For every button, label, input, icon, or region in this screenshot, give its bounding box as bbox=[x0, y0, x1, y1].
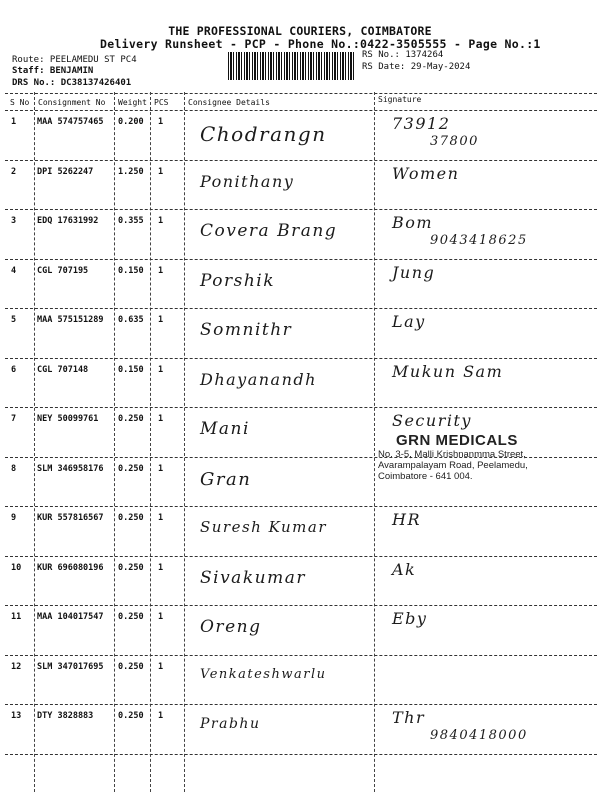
row-sno: 8 bbox=[11, 463, 17, 474]
row-consignment-no: DPI 5262247 bbox=[37, 166, 94, 177]
col-header-details: Consignee Details bbox=[188, 98, 270, 107]
row-weight: 0.150 bbox=[118, 265, 144, 276]
row-sno: 12 bbox=[11, 661, 22, 672]
row-weight: 0.250 bbox=[118, 661, 144, 672]
page-title: THE PROFESSIONAL COURIERS, COIMBATORE bbox=[168, 24, 432, 38]
staff-label: Staff: BENJAMIN bbox=[12, 66, 94, 76]
row-divider bbox=[5, 754, 597, 755]
row-consignment-no: CGL 707195 bbox=[37, 265, 89, 276]
row-consignment-no: MAA 104017547 bbox=[37, 612, 104, 622]
row-consignee-handwriting: Covera Brang bbox=[200, 221, 338, 241]
barcode-image bbox=[228, 52, 354, 80]
col-header-pcs: PCS bbox=[154, 98, 169, 107]
row-consignee-handwriting: Venkateshwarlu bbox=[200, 666, 327, 682]
drs-number: DRS No.: DC38137426401 bbox=[12, 78, 132, 88]
row-consignee-handwriting: Somnithr bbox=[200, 320, 293, 340]
row-consignment-no: MAA 574757465 bbox=[37, 117, 104, 127]
route-label: Route: PEELAMEDU ST PC4 bbox=[12, 55, 137, 65]
stamp-address-line: Coimbatore - 641 004. bbox=[378, 471, 473, 482]
row-consignment-no: SLM 347017695 bbox=[37, 661, 104, 672]
row-pcs: 1 bbox=[158, 117, 164, 127]
row-sno: 2 bbox=[11, 166, 17, 177]
col-header-weight: Weight bbox=[118, 98, 147, 107]
row-weight: 1.250 bbox=[118, 166, 144, 177]
row-signature-handwriting: Eby bbox=[392, 609, 428, 628]
row-weight: 0.635 bbox=[118, 315, 144, 325]
row-divider bbox=[5, 556, 597, 557]
column-divider bbox=[150, 92, 151, 792]
row-weight: 0.200 bbox=[118, 117, 144, 127]
row-sno: 9 bbox=[11, 513, 17, 523]
row-consignment-no: EDQ 17631992 bbox=[37, 216, 99, 226]
row-pcs: 1 bbox=[158, 562, 164, 573]
stamp-address-line: Avarampalayam Road, Peelamedu, bbox=[378, 460, 528, 471]
row-consignee-handwriting: Porshik bbox=[200, 270, 276, 291]
row-signature-handwriting: HR bbox=[392, 510, 421, 529]
row-sno: 11 bbox=[11, 612, 22, 622]
row-weight: 0.250 bbox=[118, 414, 144, 424]
row-pcs: 1 bbox=[158, 513, 164, 523]
row-divider bbox=[5, 506, 597, 507]
row-divider bbox=[5, 308, 597, 309]
row-signature-note-handwriting: 9043418625 bbox=[430, 233, 528, 248]
column-divider bbox=[374, 92, 375, 792]
row-consignee-handwriting: Mani bbox=[200, 419, 250, 439]
col-header-sno: S No bbox=[10, 98, 30, 107]
row-consignee-handwriting: Prabhu bbox=[200, 716, 261, 732]
row-signature-note-handwriting: 9840418000 bbox=[430, 728, 528, 743]
row-divider bbox=[5, 605, 597, 606]
row-sno: 7 bbox=[11, 414, 17, 424]
row-weight: 0.250 bbox=[118, 463, 144, 474]
row-divider bbox=[5, 160, 597, 161]
column-divider bbox=[114, 92, 115, 792]
row-divider bbox=[5, 209, 597, 210]
rs-date: RS Date: 29-May-2024 bbox=[362, 62, 471, 72]
row-sno: 1 bbox=[11, 117, 17, 127]
row-signature-handwriting: Lay bbox=[392, 312, 426, 331]
row-sno: 6 bbox=[11, 364, 17, 375]
row-weight: 0.250 bbox=[118, 562, 144, 573]
table-top-border bbox=[5, 93, 597, 94]
row-consignee-handwriting: Chodrangn bbox=[200, 122, 327, 146]
page-subtitle: Delivery Runsheet - PCP - Phone No.:0422-3505555 - Page No.:1 bbox=[100, 37, 541, 51]
row-signature-handwriting: Thr bbox=[392, 708, 426, 727]
row-signature-handwriting: Security bbox=[392, 411, 472, 430]
row-sno: 5 bbox=[11, 315, 17, 325]
row-consignment-no: MAA 575151289 bbox=[37, 315, 104, 325]
row-pcs: 1 bbox=[158, 661, 164, 672]
row-consignment-no: CGL 707148 bbox=[37, 364, 89, 375]
column-divider bbox=[34, 92, 35, 792]
column-divider bbox=[184, 92, 185, 792]
row-signature-handwriting: Bom bbox=[392, 213, 434, 232]
row-consignee-handwriting: Dhayanandh bbox=[200, 369, 317, 389]
row-divider bbox=[5, 704, 597, 705]
rs-number: RS No.: 1374264 bbox=[362, 50, 444, 60]
col-header-signature: Signature bbox=[378, 95, 422, 104]
row-consignment-no: DTY 3828883 bbox=[37, 711, 94, 721]
row-signature-handwriting: 73912 bbox=[392, 114, 451, 133]
row-consignment-no: NEY 50099761 bbox=[37, 414, 99, 424]
row-weight: 0.150 bbox=[118, 364, 144, 375]
row-consignee-handwriting: Oreng bbox=[200, 617, 262, 637]
col-header-consignment: Consignment No bbox=[38, 98, 106, 107]
row-divider bbox=[5, 655, 597, 656]
row-weight: 0.250 bbox=[118, 513, 144, 523]
row-pcs: 1 bbox=[158, 612, 164, 622]
company-stamp bbox=[378, 432, 548, 492]
row-consignee-handwriting: Suresh Kumar bbox=[200, 518, 327, 536]
row-pcs: 1 bbox=[158, 463, 164, 474]
row-pcs: 1 bbox=[158, 414, 164, 424]
stamp-address-line: No. 3-5, Malli Krishnanmma Street, bbox=[378, 449, 526, 460]
row-pcs: 1 bbox=[158, 265, 164, 276]
row-consignee-handwriting: Sivakumar bbox=[200, 567, 306, 588]
row-pcs: 1 bbox=[158, 166, 164, 177]
row-pcs: 1 bbox=[158, 315, 164, 325]
row-sno: 10 bbox=[11, 562, 22, 573]
row-consignment-no: KUR 557816567 bbox=[37, 513, 104, 523]
row-weight: 0.355 bbox=[118, 216, 144, 226]
header-divider bbox=[5, 110, 597, 111]
row-weight: 0.250 bbox=[118, 711, 144, 721]
stamp-name: GRN MEDICALS bbox=[396, 432, 518, 449]
row-pcs: 1 bbox=[158, 711, 164, 721]
row-consignee-handwriting: Gran bbox=[200, 468, 252, 490]
row-signature-handwriting: Women bbox=[392, 163, 460, 183]
row-signature-handwriting: Ak bbox=[392, 559, 417, 579]
row-divider bbox=[5, 407, 597, 408]
row-sno: 3 bbox=[11, 216, 17, 226]
row-consignment-no: SLM 346958176 bbox=[37, 463, 104, 474]
row-pcs: 1 bbox=[158, 216, 164, 226]
row-signature-note-handwriting: 37800 bbox=[430, 134, 479, 149]
row-weight: 0.250 bbox=[118, 612, 144, 622]
row-sno: 4 bbox=[11, 265, 17, 276]
row-signature-handwriting: Mukun Sam bbox=[392, 361, 504, 381]
row-signature-handwriting: Jung bbox=[392, 262, 436, 282]
row-consignment-no: KUR 696080196 bbox=[37, 562, 104, 573]
row-sno: 13 bbox=[11, 711, 22, 721]
row-divider bbox=[5, 259, 597, 260]
row-consignee-handwriting: Ponithany bbox=[200, 171, 295, 191]
row-pcs: 1 bbox=[158, 364, 164, 375]
row-divider bbox=[5, 358, 597, 359]
